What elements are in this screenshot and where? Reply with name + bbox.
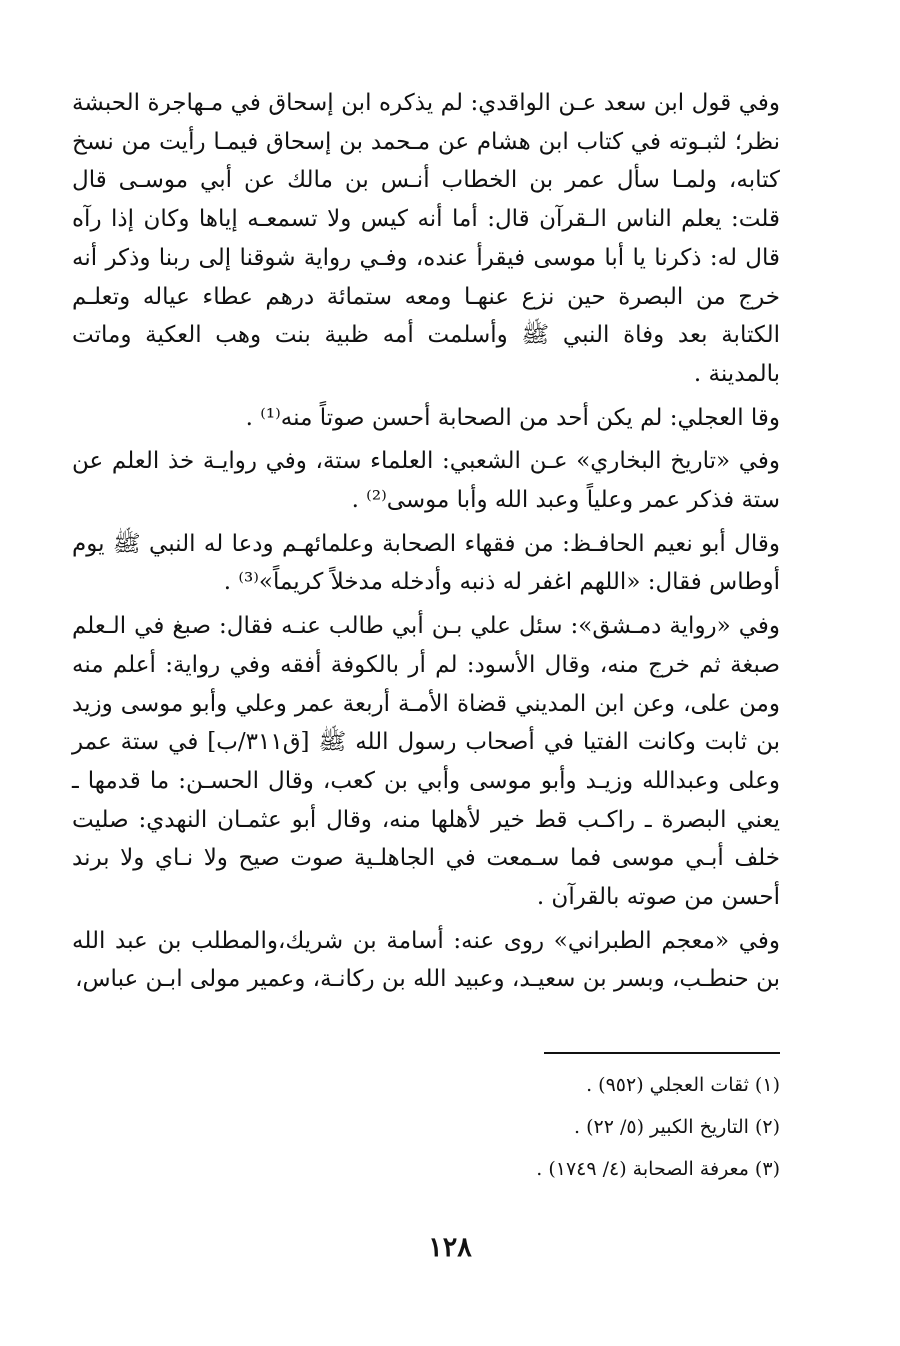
paragraph-dimashq: وفي «رواية دمـشق»: سئل علي بـن أبي طالب عنـه فقال: صبغ في الـعلم صبغة ثم خرج منه، وقال الأسود: لم أر بالكوفة أفقه وفي رواية: أعلم منه ومن على، وعن ابن المديني قضاة الأمـة أربعة عمر وعلي وأبو موسى وزيد بن ثابت وكانت الفتيا في أصحاب رسول الله ﷺ [ق٣١١/ب] في ستة عمر وعلى وعبدالله وزيـد وأبو موسى وأبي بن كعب، وقال الحسـن: ما قدمها ـ يعني البصرة ـ راكـب قط خير لأهلها منه، وقال أبو عثمـان النهدي: صليت خلف أبـي موسى فما سـمعت في الجاهلـية صوت صيح ولا نـاي ولا برند أحسن من صوته بالقرآن .: [72, 613, 780, 911]
paragraph-abu-nuaym: وقال أبو نعيم الحافـظ: من فقهاء الصحابة وعلمائهـم ودعا له النبي ﷺ يوم أوطاس فقال: «اللهم اغفر له ذنبه وأدخله مدخلاً كريماً»⁽³⁾ .: [72, 530, 780, 596]
paragraph-tabarani: وفي «معجم الطبراني» روى عنه: أسامة بن شريك،والمطلب بن عبد الله بن حنطـب، وبسر بن سعيـد، وعبيد الله بن ركانـة، وعمير مولى ابـن عباس،: [72, 927, 780, 993]
footnotes: [100, 1064, 780, 1190]
main-text: [72, 84, 780, 999]
footnote-3: (٣) معرفة الصحابة (٤/ ١٧٤٩) .: [536, 1158, 780, 1180]
footnote-separator: [544, 1052, 780, 1054]
footnote-1: (١) ثقات العجلي (٩٥٢) .: [586, 1074, 780, 1096]
paragraph-ibn-saad: وفي قول ابن سعد عـن الواقدي: لم يذكره ابن إسحاق في مـهاجرة الحبشة نظر؛ لثبـوته في كتاب ابن هشام عن مـحمد بن إسحاق فيمـا رأيت من نسخ كتابه، ولمـا سأل عمر بن الخطاب أنـس بن مالك عن أبي موسـى قال قلت: يعلم الناس الـقرآن قال: أما أنه كيس ولا تسمعـه إياها وكان إذا رآه قال له: ذكرنا يا أبا موسى فيقرأ عنده، وفـي رواية شوقنا إلى ربنا وذكر أنه خرج من البصرة حين نزع عنهـا ومعه ستمائة درهم عطاء عياله وتعلـم الكتابة بعد وفاة النبي ﷺ وأسلمت أمه ظبية بنت وهب العكية وماتت بالمدينة .: [72, 90, 780, 387]
paragraph-bukhari: وفي «تاريخ البخاري» عـن الشعبي: العلماء ستة، وفي روايـة خذ العلم عن ستة فذكر عمر وعلياً وعبد الله وأبا موسى⁽²⁾ .: [72, 448, 780, 514]
page-number: ١٢٨: [428, 1232, 472, 1263]
footnote-2: (٢) التاريخ الكبير (٥/ ٢٢) .: [573, 1116, 780, 1138]
paragraph-ijli: وقا العجلي: لم يكن أحد من الصحابة أحسن صوتاً منه⁽¹⁾ .: [245, 404, 780, 431]
